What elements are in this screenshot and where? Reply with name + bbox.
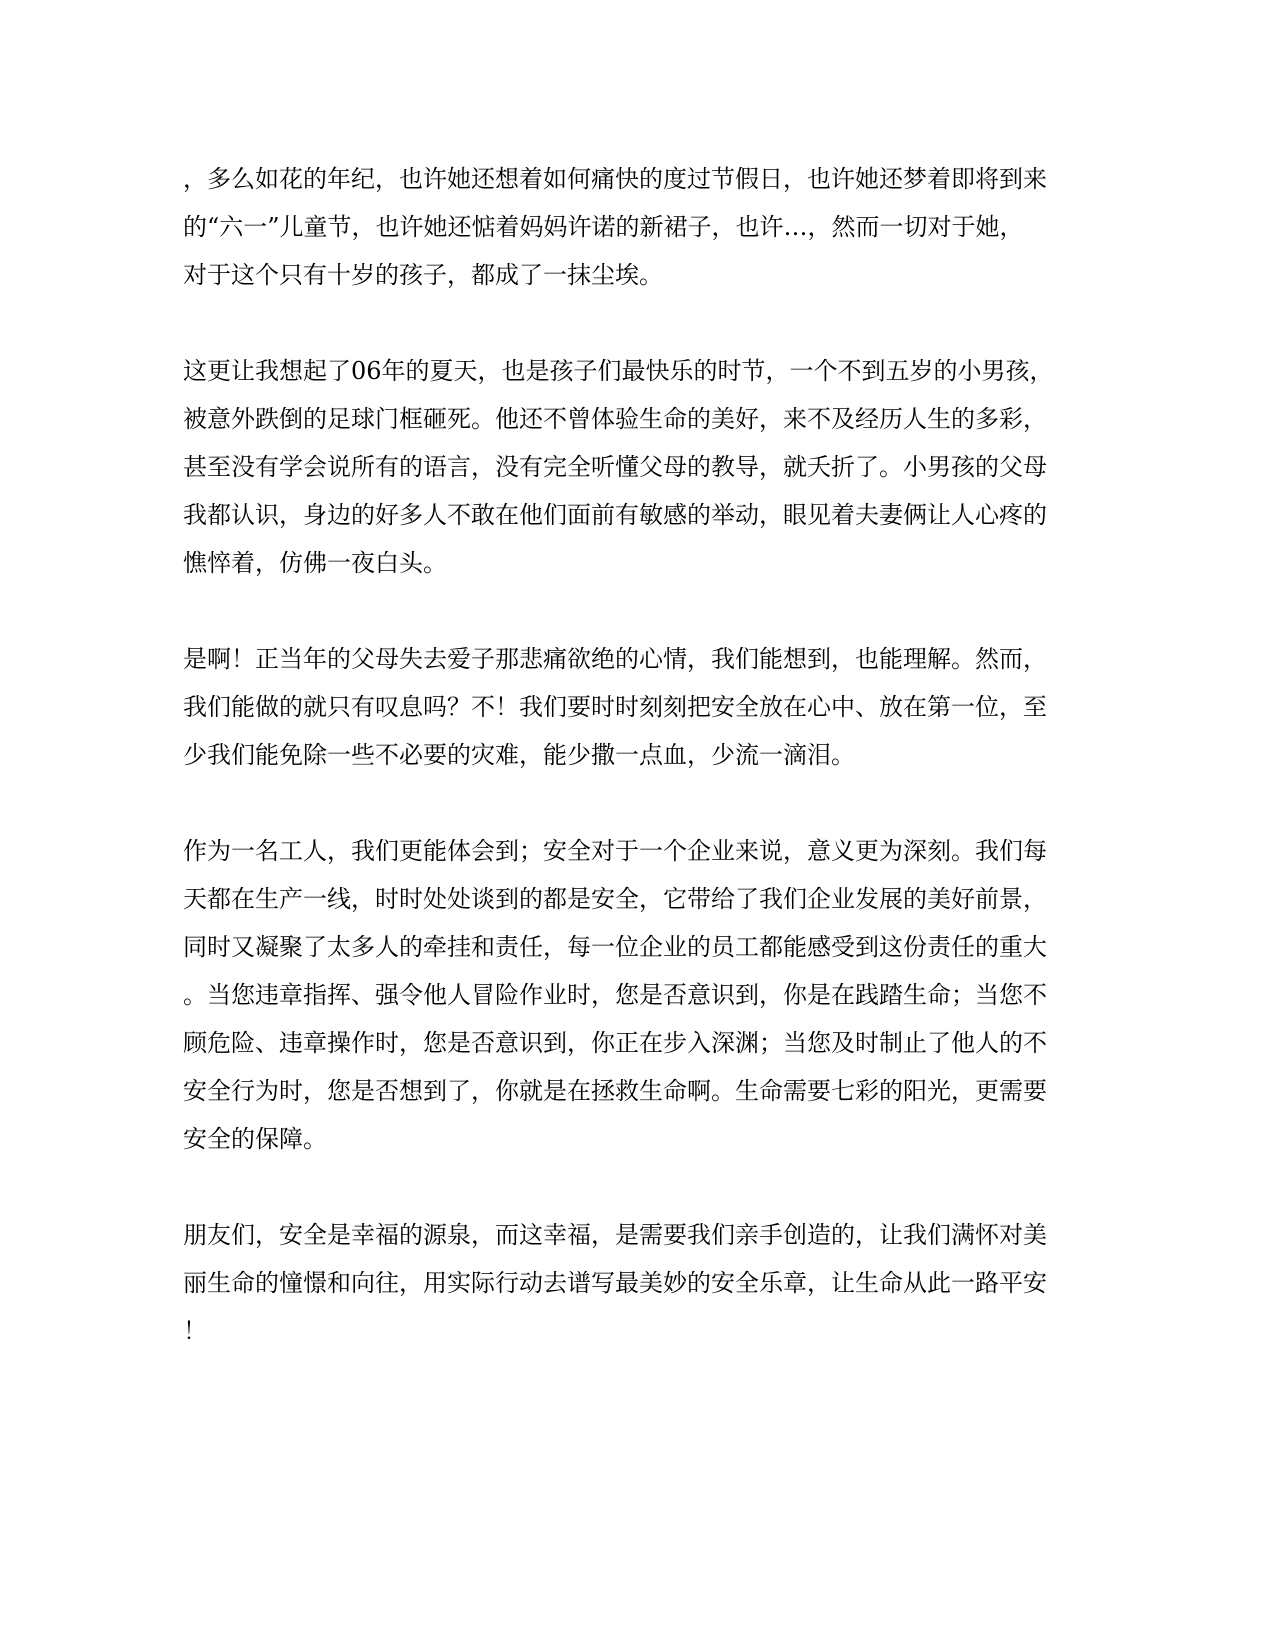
text-line: 作为一名工人，我们更能体会到；安全对于一个企业来说，意义更为深刻。我们每 bbox=[183, 837, 1047, 865]
text-line: 丽生命的憧憬和向往，用实际行动去谱写最美妙的安全乐章，让生命从此一路平安 bbox=[183, 1269, 1047, 1297]
text-line: ！ bbox=[183, 1317, 207, 1345]
text-line: ，多么如花的年纪，也许她还想着如何痛快的度过节假日，也许她还梦着即将到来 bbox=[183, 165, 1047, 193]
text-line: 我们能做的就只有叹息吗？不！我们要时时刻刻把安全放在心中、放在第一位，至 bbox=[183, 693, 1047, 721]
paragraph-5 bbox=[183, 1211, 1088, 1355]
text-line: 朋友们，安全是幸福的源泉，而这幸福，是需要我们亲手创造的，让我们满怀对美 bbox=[183, 1221, 1047, 1249]
paragraph-3 bbox=[183, 635, 1088, 779]
text-line: 这更让我想起了06年的夏天，也是孩子们最快乐的时节，一个不到五岁的小男孩， bbox=[183, 357, 1054, 385]
paragraph-1 bbox=[183, 155, 1088, 299]
text-line: 安全行为时，您是否想到了，你就是在拯救生命啊。生命需要七彩的阳光，更需要 bbox=[183, 1077, 1047, 1105]
text-line: 憔悴着，仿佛一夜白头。 bbox=[183, 549, 447, 577]
paragraph-2 bbox=[183, 347, 1088, 587]
text-line: 少我们能免除一些不必要的灾难，能少撒一点血，少流一滴泪。 bbox=[183, 741, 855, 769]
text-line: 。当您违章指挥、强令他人冒险作业时，您是否意识到，你是在践踏生命；当您不 bbox=[183, 981, 1047, 1009]
text-line: 的“六一”儿童节，也许她还惦着妈妈许诺的新裙子，也许…，然而一切对于她， bbox=[183, 213, 1024, 241]
document-body bbox=[183, 155, 1088, 1403]
text-line: 天都在生产一线，时时处处谈到的都是安全，它带给了我们企业发展的美好前景， bbox=[183, 885, 1047, 913]
text-line: 安全的保障。 bbox=[183, 1125, 327, 1153]
text-line: 我都认识，身边的好多人不敢在他们面前有敏感的举动，眼见着夫妻俩让人心疼的 bbox=[183, 501, 1047, 529]
text-line: 顾危险、违章操作时，您是否意识到，你正在步入深渊；当您及时制止了他人的不 bbox=[183, 1029, 1047, 1057]
text-line: 被意外跌倒的足球门框砸死。他还不曾体验生命的美好，来不及经历人生的多彩， bbox=[183, 405, 1047, 433]
text-line: 对于这个只有十岁的孩子，都成了一抹尘埃。 bbox=[183, 261, 663, 289]
text-line: 甚至没有学会说所有的语言，没有完全听懂父母的教导，就夭折了。小男孩的父母 bbox=[183, 453, 1047, 481]
text-line: 同时又凝聚了太多人的牵挂和责任，每一位企业的员工都能感受到这份责任的重大 bbox=[183, 933, 1047, 961]
paragraph-4 bbox=[183, 827, 1088, 1163]
text-line: 是啊！正当年的父母失去爱子那悲痛欲绝的心情，我们能想到，也能理解。然而， bbox=[183, 645, 1047, 673]
